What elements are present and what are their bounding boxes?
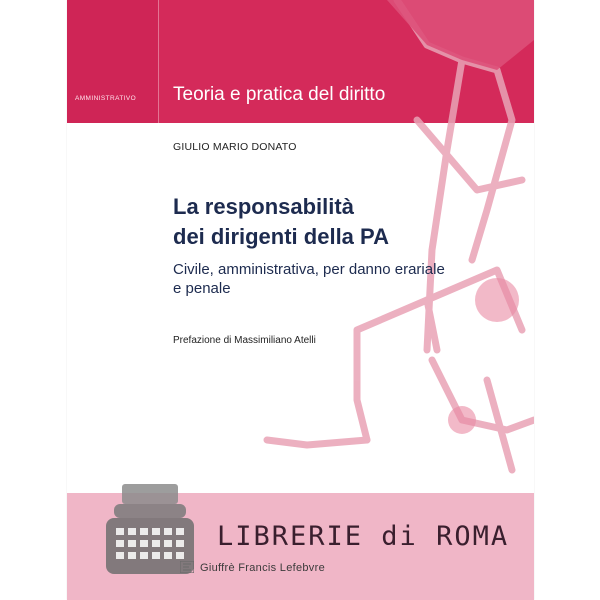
cover-series: Teoria e pratica del diritto <box>173 84 386 105</box>
publisher-logo-icon <box>180 561 194 573</box>
book-cover <box>67 0 534 600</box>
cover-subtitle-line-1: Civile, amministrativa, per danno erariale <box>173 261 445 278</box>
cover-author: GIULIO MARIO DONATO <box>173 141 297 153</box>
cover-subtitle-line-2: e penale <box>173 280 231 297</box>
store-watermark-text: LIBRERIE di ROMA <box>217 521 510 552</box>
cover-publisher: Giuffrè Francis Lefebvre <box>200 562 325 574</box>
cover-category: AMMINISTRATIVO <box>75 95 137 102</box>
cover-subtitle <box>173 260 493 298</box>
cover-preface: Prefazione di Massimiliano Atelli <box>173 335 316 346</box>
cover-title <box>173 192 503 252</box>
cover-title-line-2: dei dirigenti della PA <box>173 224 389 249</box>
cover-title-line-1: La responsabilità <box>173 194 354 219</box>
